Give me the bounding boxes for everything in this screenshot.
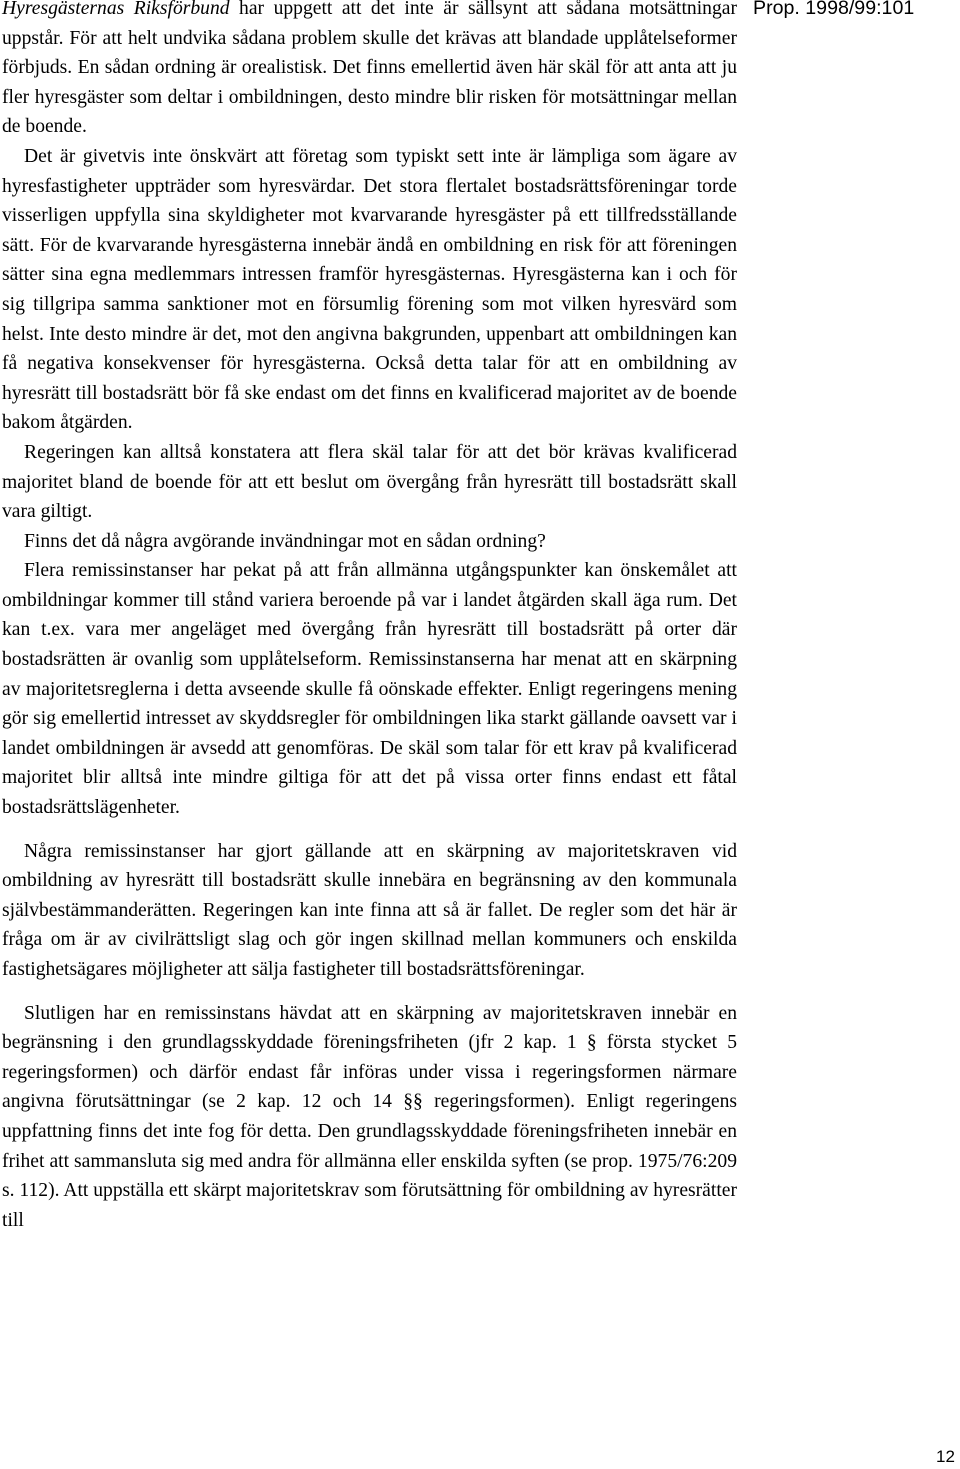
paragraph-1 bbox=[2, 0, 737, 142]
body-text bbox=[2, 0, 737, 1235]
paragraph-4: Finns det då några avgörande invändningar mot en sådan ordning? bbox=[24, 530, 546, 552]
paragraph-1-text: har uppgett att det inte är sällsynt att sådana motsättningar uppstår. För att helt undvika sådana problem skulle det krävas att blandade upplåtelseformer förbjuds. En sådan ordning är orealistisk. Det finns emellertid även här skäl för att anta att ju fler hyresgäster som deltar i ombildningen, desto mindre blir risken för motsättningar mellan de boende. bbox=[2, 0, 737, 138]
paragraph-2: Det är givetvis inte önskvärt att företag som typiskt sett inte är lämpliga som ägare av hyresfastigheter uppträder som hyresvärdar. Det stora flertalet bostadsrättsföreningar torde visserligen uppfylla sina skyldigheter mot kvarvarande hyresgäster på ett tillfredsställande sätt. För de kvarvarande hyresgästerna innebär ändå en ombildning en risk för att föreningen sätter sina egna medlemmars intressen framför hyresgästernas. Hyresgästerna kan i och för sig tillgripa samma sanktioner mot en försumlig förening som mot vilken hyresvärd som helst. Inte desto mindre är det, mot den angivna bakgrunden, uppenbart att ombildningen kan få negativa konsekvenser för hyresgästerna. Också detta talar för att en ombildning av hyresrätt till bostadsrätt bör få ske endast om det finns en kvalificerad majoritet av de boende bakom åtgärden. bbox=[2, 145, 737, 434]
paragraph-7: Slutligen har en remissinstans hävdat att en skärpning av majoritetskraven innebär en begränsning i den grundlagsskyddade föreningsfriheten (jfr 2 kap. 1 § första stycket 5 regeringsformen) och därför endast får införas under vissa i regeringsformen närmare angivna förutsättningar (se 2 kap. 12 och 14 §§ regeringsformen). Enligt regeringens uppfattning finns det inte fog för detta. Den grundlagsskyddade föreningsfriheten innebär en frihet att sammansluta sig med andra för allmänna eller enskilda syften (se prop. 1975/76:209 s. 112). Att uppställa ett skärpt majoritetskrav som förutsättning för ombildning av hyresrätter till bbox=[2, 1002, 737, 1231]
paragraph-5: Flera remissinstanser har pekat på att från allmänna utgångspunkter kan önskemålet att ombildningar kommer till stånd variera beroende på var i landet åtgärden skall äga rum. Det kan t.ex. vara mer angeläget med övergång från hyresrätt till bostadsrätt på orter där bostadsrätten är ovanlig som upplåtelseform. Remissinstanserna har menat att en skärpning av majoritetsreglerna i detta avseende skulle få oönskade effekter. Enligt regeringens mening gör sig emellertid intresset av skyddsregler för ombildningen lika starkt gällande oavsett var i landet ombildningen är avsedd att genomföras. De skäl som talar för ett krav på kvalificerad majoritet blir alltså inte mindre giltiga för att det på vissa orter finns endast ett fåtal bostadsrättslägenheter. bbox=[2, 560, 737, 819]
page-number: 12 bbox=[936, 1447, 955, 1466]
organization-name: Hyresgästernas Riksförbund bbox=[2, 0, 230, 19]
paragraph-3: Regeringen kan alltså konstatera att flera skäl talar för att det bör krävas kvalificerad majoritet bland de boende för att ett beslut om övergång från hyresrätt till bostadsrätt skall vara giltigt. bbox=[2, 441, 737, 523]
running-head: Prop. 1998/99:101 bbox=[753, 0, 915, 19]
paragraph-6: Några remissinstanser har gjort gällande att en skärpning av majoritetskraven vid ombildning av hyresrätt till bostadsrätt skulle innebära en begränsning av den kommunala självbestämmanderätten. Regeringen kan inte finna att så är fallet. De regler som det här är fråga om är av civilrättsligt slag och gör ingen skillnad mellan kommuners och enskilda fastighetsägares möjligheter att sälja fastigheter till bostadsrättsföreningar. bbox=[2, 840, 737, 980]
